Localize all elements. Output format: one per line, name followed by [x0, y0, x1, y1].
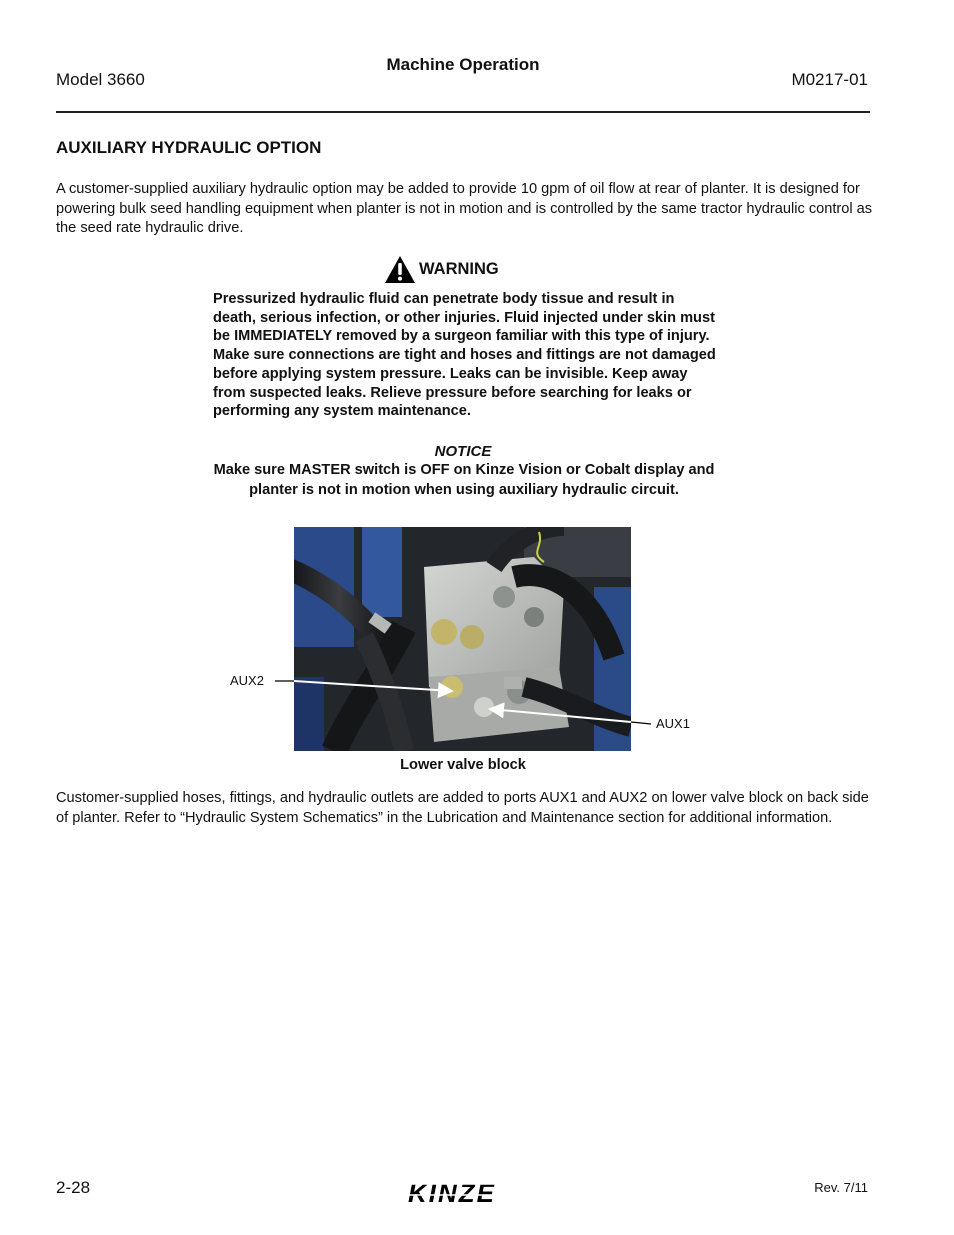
closing-paragraph: Customer-supplied hoses, fittings, and hydraulic outlets are added to ports AUX1 and AUX2 on lower valve block on back side of planter. Refer to “Hydraulic System Schematics” in the Lubrication and Maintenance section for additional information.: [56, 790, 869, 826]
warning-heading: [384, 255, 499, 284]
kinze-logo: [404, 1177, 524, 1212]
section-heading: AUXILIARY HYDRAULIC OPTION: [56, 138, 322, 157]
page-number: 2-28: [56, 1178, 91, 1197]
intro-paragraph: A customer-supplied auxiliary hydraulic option may be added to provide 10 gpm of oil flow at rear of planter. It is designed for powering bulk seed handling equipment when planter is not in motion and is controlled by the same tractor hydraulic control as the seed rate hydraulic drive.: [56, 181, 873, 236]
warning-text: Pressurized hydraulic fluid can penetrate body tissue and result in death, serious infection, or other injuries. Fluid injected under skin must be IMMEDIATELY removed by a surgeon familiar with this type of injury. Make sure connections are tight and hoses and fittings are not damaged before applying system pressure. Leaks can be invisible. Keep away from suspected leaks. Relieve pressure before searching for leaks or performing any system maintenance.: [213, 291, 716, 420]
logo-text: KINZE: [408, 1178, 496, 1207]
figure-caption: Lower valve block: [400, 757, 526, 773]
header-section-title: Machine Operation: [386, 55, 540, 74]
warning-triangle-icon: [384, 255, 416, 284]
aux2-callout-label: AUX2: [230, 673, 264, 688]
header-model: Model 3660: [56, 70, 145, 89]
notice-text: Make sure MASTER switch is OFF on Kinze Vision or Cobalt display and planter is not in motion when using auxiliary hydraulic circuit.: [213, 462, 715, 498]
revision-label: Rev. 7/11: [814, 1180, 868, 1195]
header-doc-number: M0217-01: [791, 70, 868, 89]
aux1-callout-label: AUX1: [656, 716, 690, 731]
header-divider: [56, 111, 870, 113]
warning-title: WARNING: [419, 260, 499, 278]
aux1-callout-line: [631, 722, 651, 724]
notice-title: NOTICE: [434, 443, 492, 460]
valve-block-photo: [294, 527, 631, 751]
